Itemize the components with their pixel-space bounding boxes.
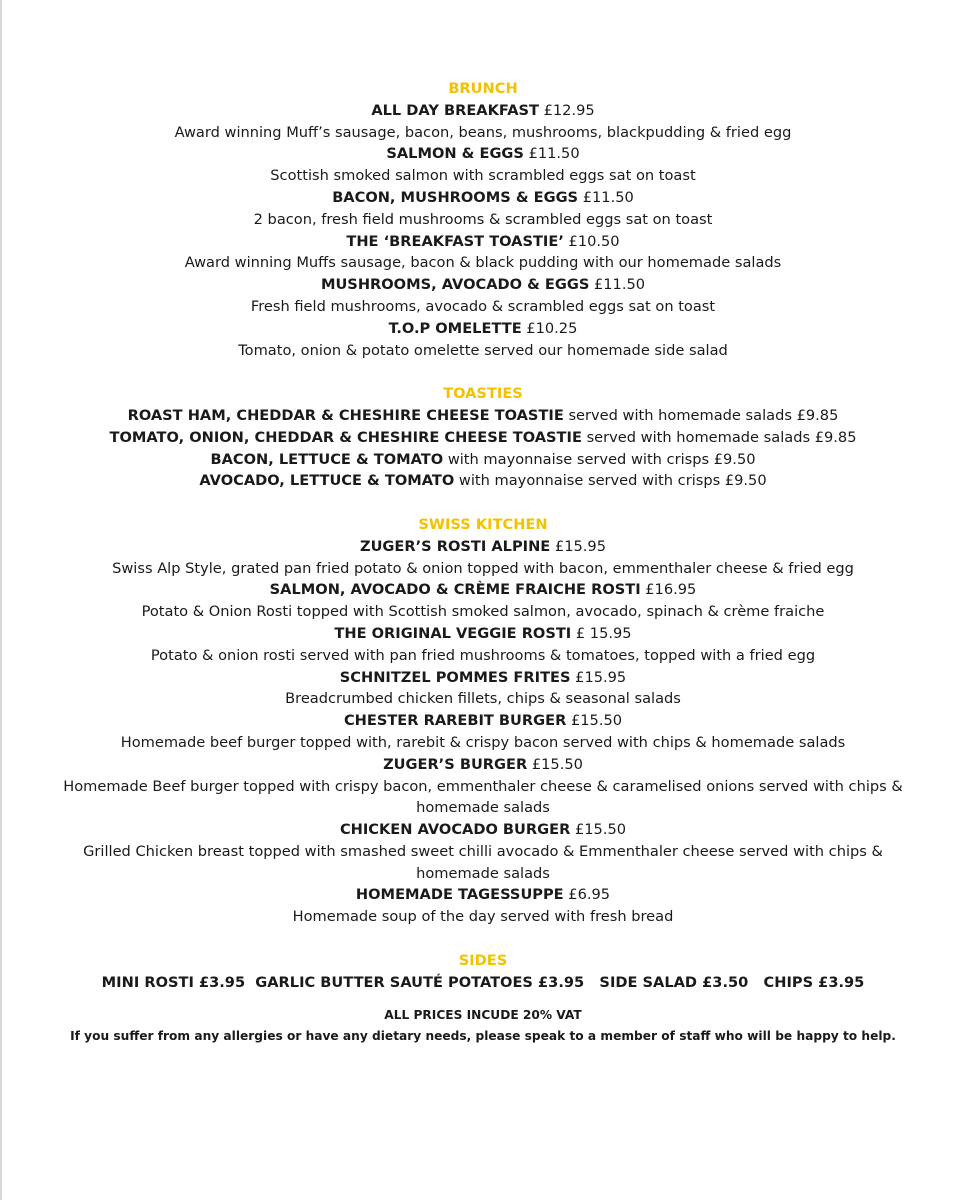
sides-heading: SIDES	[458, 951, 508, 969]
menu-item-title: THE ORIGINAL VEGGIE ROSTI £ 15.95	[334, 624, 632, 642]
menu-item-desc: Award winning Muff’s sausage, bacon, beans, mushrooms, blackpudding & fried egg	[174, 123, 792, 141]
menu	[0, 78, 966, 1047]
swiss-kitchen-heading: SWISS KITCHEN	[418, 515, 548, 533]
menu-item-title: MUSHROOMS, AVOCADO & EGGS £11.50	[320, 276, 646, 294]
menu-item-desc: Potato & onion rosti served with pan fried mushrooms & tomatoes, topped with a fried egg	[150, 646, 816, 664]
toastie-item: BACON, LETTUCE & TOMATO with mayonnaise served with crisps £9.50	[210, 450, 756, 468]
menu-item-desc: Homemade beef burger topped with, rarebit & crispy bacon served with chips & homemade salads	[120, 733, 846, 751]
menu-item-desc: Fresh field mushrooms, avocado & scrambled eggs sat on toast	[250, 297, 716, 315]
menu-item-desc: Homemade Beef burger topped with crispy bacon, emmenthaler cheese & caramelised onions served with chips & homemade salads	[63, 777, 903, 817]
menu-item-title: CHICKEN AVOCADO BURGER £15.50	[339, 821, 627, 839]
menu-item-title: BACON, MUSHROOMS & EGGS £11.50	[332, 188, 634, 206]
toastie-item: TOMATO, ONION, CHEDDAR & CHESHIRE CHEESE TOASTIE served with homemade salads £9.85	[109, 428, 857, 446]
sides-list: MINI ROSTI £3.95 GARLIC BUTTER SAUTÉ POTATOES £3.95 SIDE SALAD £3.50 CHIPS £3.95	[101, 973, 865, 991]
swiss-kitchen-section	[0, 514, 966, 928]
menu-item-desc: Grilled Chicken breast topped with smashed sweet chilli avocado & Emmenthaler cheese served with chips & homemade salads	[83, 842, 883, 882]
menu-item-desc: Swiss Alp Style, grated pan fried potato & onion topped with bacon, emmenthaler cheese & fried egg	[112, 559, 854, 577]
menu-item-title: HOMEMADE TAGESSUPPE £6.95	[355, 886, 611, 904]
menu-item-desc: Breadcrumbed chicken fillets, chips & seasonal salads	[285, 690, 681, 708]
toastie-item: ROAST HAM, CHEDDAR & CHESHIRE CHEESE TOASTIE served with homemade salads £9.85	[127, 406, 839, 424]
menu-item-desc: Scottish smoked salmon with scrambled eggs sat on toast	[270, 167, 696, 185]
menu-item-title: SALMON, AVOCADO & CRÈME FRAICHE ROSTI £16.95	[269, 581, 697, 599]
menu-item-desc: Tomato, onion & potato omelette served our homemade side salad	[238, 341, 728, 359]
menu-item-title: SALMON & EGGS £11.50	[386, 145, 580, 163]
footer	[0, 1005, 966, 1047]
menu-item-title: THE ‘BREAKFAST TOASTIE’ £10.50	[346, 232, 620, 250]
menu-item-desc: Potato & Onion Rosti topped with Scottish smoked salmon, avocado, spinach & crème fraiche	[141, 603, 825, 621]
menu-item-title: ZUGER’S BURGER £15.50	[383, 755, 583, 773]
menu-item-title: SCHNITZEL POMMES FRITES £15.95	[339, 668, 627, 686]
menu-item-desc: Award winning Muffs sausage, bacon & black pudding with our homemade salads	[184, 254, 782, 272]
menu-item-title: ALL DAY BREAKFAST £12.95	[371, 101, 595, 119]
toastie-item: AVOCADO, LETTUCE & TOMATO with mayonnaise served with crisps £9.50	[199, 472, 767, 490]
toasties-heading: TOASTIES	[443, 385, 523, 403]
menu-item-desc: 2 bacon, fresh field mushrooms & scrambled eggs sat on toast	[253, 210, 713, 228]
menu-item-title: T.O.P OMELETTE £10.25	[388, 319, 578, 337]
sides-section	[0, 950, 966, 994]
menu-item-desc: Homemade soup of the day served with fresh bread	[292, 908, 674, 926]
brunch-section	[0, 78, 966, 361]
vat-note: ALL PRICES INCUDE 20% VAT	[384, 1008, 582, 1023]
toasties-section	[0, 383, 966, 492]
brunch-heading: BRUNCH	[448, 80, 518, 97]
allergy-note: If you suffer from any allergies or have any dietary needs, please speak to a member of staff who will be happy to help.	[70, 1029, 896, 1044]
menu-item-title: ZUGER’S ROSTI ALPINE £15.95	[360, 537, 606, 555]
menu-item-title: CHESTER RAREBIT BURGER £15.50	[343, 712, 623, 730]
